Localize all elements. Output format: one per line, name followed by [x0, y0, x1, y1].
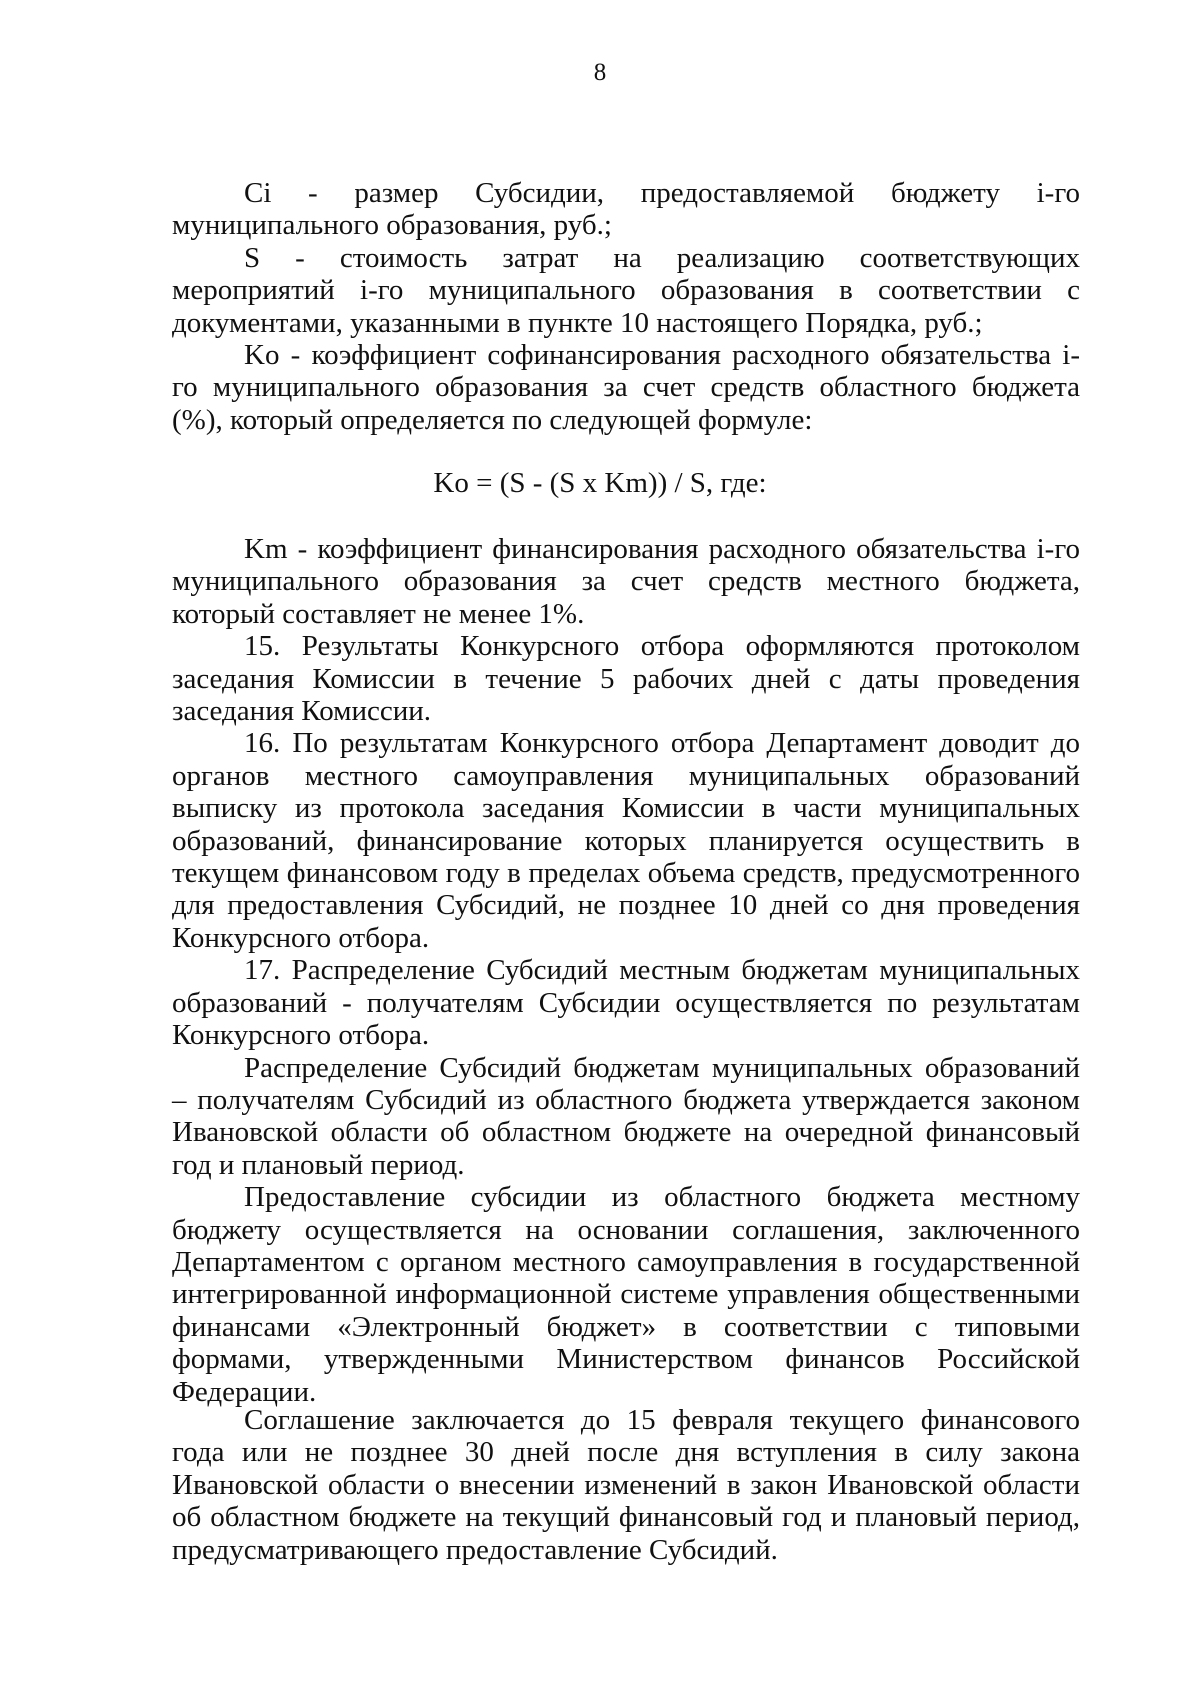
clause-15: 15. Результаты Конкурсного отбора оформляются протоколом заседания Комиссии в течение 5 рабочих дней с даты проведения заседания Комиссии. [172, 630, 1080, 728]
agreement-basis-paragraph: Предоставление субсидии из областного бюджета местному бюджету осуществляется на основании соглашения, заключенного Департаментом с органом местного самоуправления в государственной интегрированной информационной системе управления общественными финансами «Электронный бюджет» в соответствии с типовыми формами, утвержденными Министерством финансов Российской Федерации. [172, 1181, 1080, 1408]
definition-ko: Ko - коэффициент софинансирования расходного обязательства i-го муниципального образования за счет средств областного бюджета (%), который определяется по следующей формуле: [172, 339, 1080, 436]
definition-km: Km - коэффициент финансирования расходного обязательства i-го муниципального образования за счет средств местного бюджета, который составляет не менее 1%. [172, 533, 1080, 630]
formula-ko: Ko = (S - (S x Km)) / S, где: [433, 467, 767, 499]
clause-17: 17. Распределение Субсидий местным бюджетам муниципальных образований - получателям Субсидии осуществляется по результатам Конкурсного отбора. [172, 954, 1080, 1052]
definitions-block [172, 177, 1080, 436]
distribution-paragraph: Распределение Субсидий бюджетам муниципальных образований – получателям Субсидий из областного бюджета утверждается законом Ивановской области об областном бюджете на очередной финансовый год и плановый период. [172, 1051, 1080, 1181]
definition-ci: Ci - размер Субсидии, предоставляемой бюджету i-го муниципального образования, руб.; [172, 177, 1080, 242]
clauses-block [172, 533, 1080, 1408]
definition-s: S - стоимость затрат на реализацию соответствующих мероприятий i-го муниципального образования в соответствии с документами, указанными в пункте 10 настоящего Порядка, руб.; [172, 241, 1080, 339]
page-number: 8 [593, 59, 607, 86]
agreement-deadline-paragraph: Соглашение заключается до 15 февраля текущего финансового года или не позднее 30 дней после дня вступления в силу закона Ивановской области о внесении изменений в закон Ивановской области об областном бюджете на текущий финансовый год и плановый период, предусматривающего предоставление Субсидий. [172, 1404, 1080, 1566]
agreement-deadline-block [172, 1404, 1080, 1566]
clause-16: 16. По результатам Конкурсного отбора Департамент доводит до органов местного самоуправления муниципальных образований выписку из протокола заседания Комиссии в части муниципальных образований, финансирование которых планируется осуществить в текущем финансовом году в пределах объема средств, предусмотренного для предоставления Субсидий, не позднее 10 дней со дня проведения Конкурсного отбора. [172, 727, 1080, 954]
